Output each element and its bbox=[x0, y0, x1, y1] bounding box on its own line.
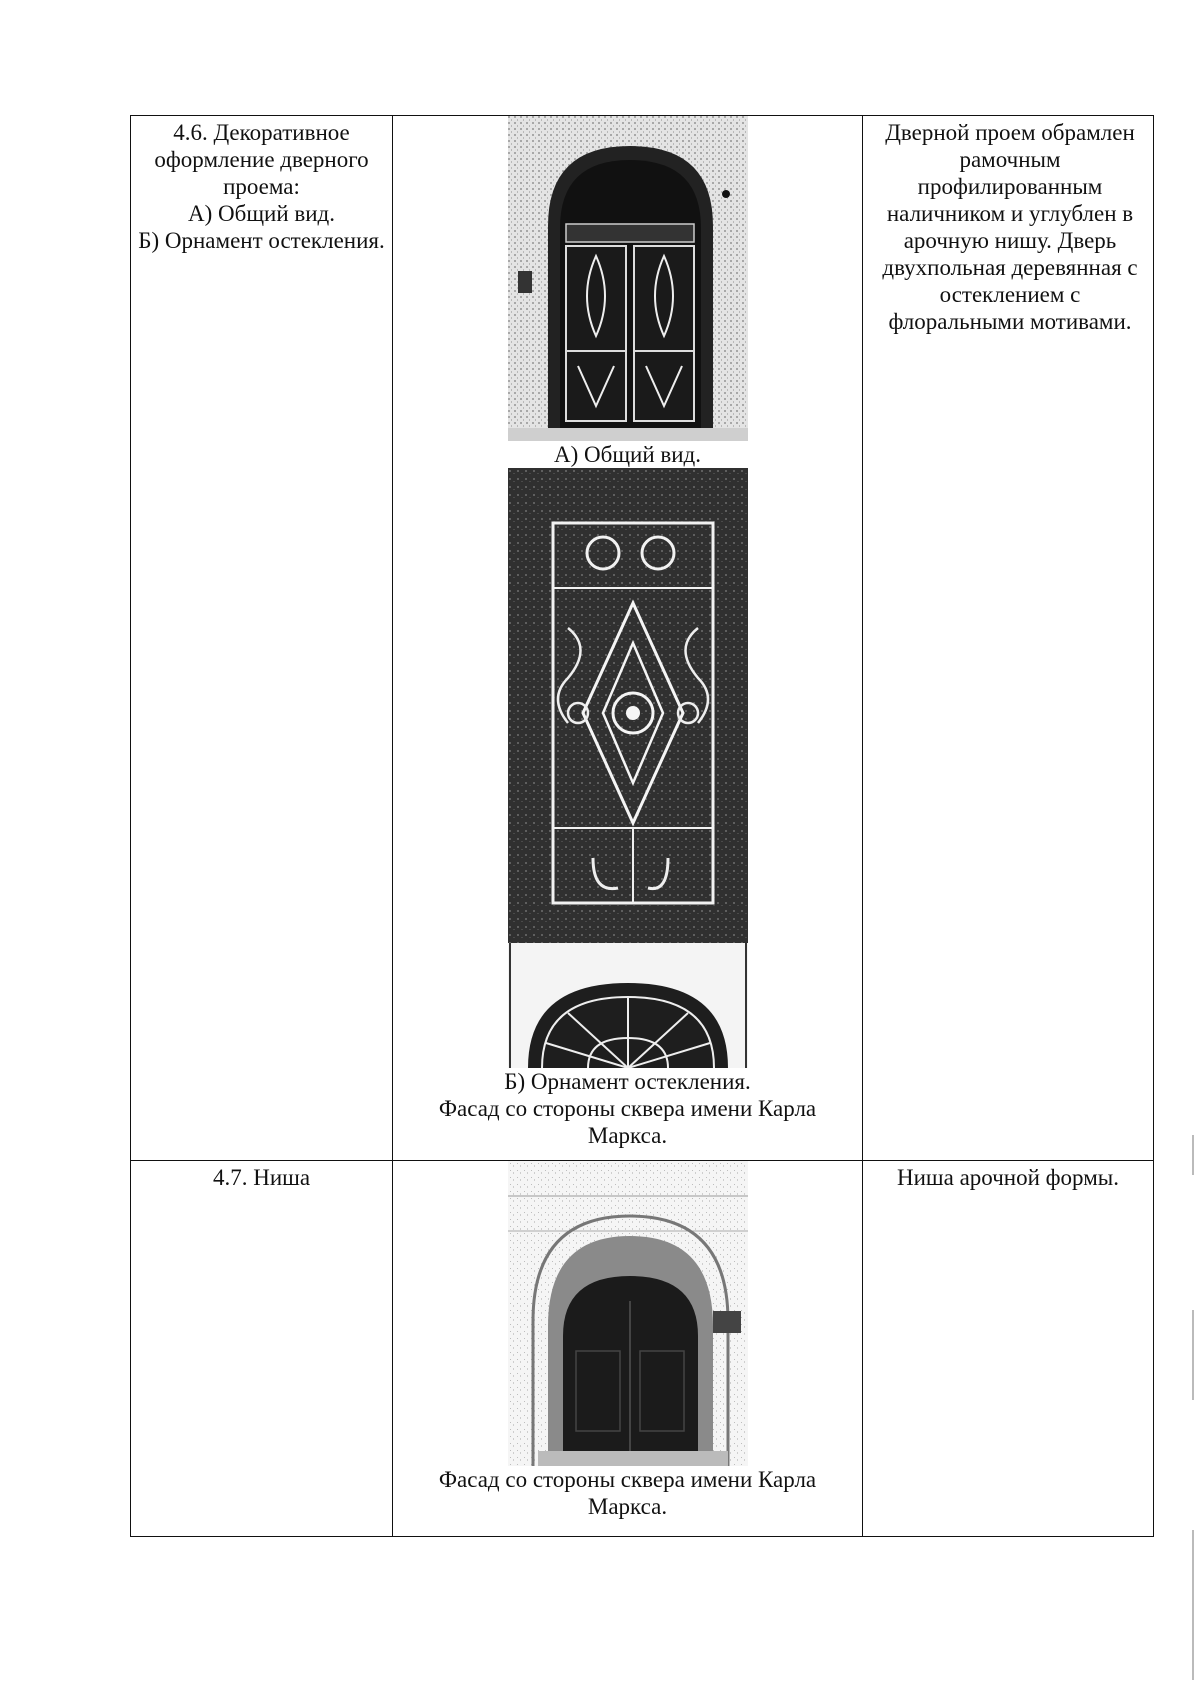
description-cell bbox=[863, 116, 1154, 1161]
description-table bbox=[130, 115, 1154, 1537]
niche-caption: Фасад со стороны сквера имени Карла Маркса. bbox=[438, 1467, 817, 1519]
photo-cell bbox=[393, 116, 863, 1161]
scan-edge-mark bbox=[1192, 1135, 1194, 1175]
item-title: 4.6. Декоративное оформление дверного проема: bbox=[154, 120, 369, 199]
item-cell bbox=[131, 1161, 393, 1537]
item-sub-a: А) Общий вид. bbox=[187, 201, 336, 226]
description-cell bbox=[863, 1161, 1154, 1537]
table-row bbox=[131, 1161, 1154, 1537]
item-title: 4.7. Ниша bbox=[212, 1165, 311, 1190]
niche-photo bbox=[508, 1161, 748, 1466]
item-cell bbox=[131, 116, 393, 1161]
item-sub-b: Б) Орнамент остекления. bbox=[138, 228, 385, 253]
scan-edge-mark bbox=[1192, 1530, 1194, 1680]
glazing-ornament-photo bbox=[508, 468, 748, 943]
table-row bbox=[131, 116, 1154, 1161]
description-text: Ниша арочной формы. bbox=[897, 1165, 1119, 1190]
doorway-general-view-photo bbox=[508, 116, 748, 441]
photo-a-caption: А) Общий вид. bbox=[553, 442, 702, 467]
photo-b-caption: Б) Орнамент остекления. bbox=[504, 1069, 751, 1094]
photo-cell bbox=[393, 1161, 863, 1537]
facade-caption: Фасад со стороны сквера имени Карла Маркса. bbox=[438, 1096, 817, 1148]
fanlight-photo bbox=[508, 943, 748, 1068]
scan-edge-mark bbox=[1192, 1310, 1194, 1400]
description-text: Дверной проем обрамлен рамочным профилированным наличником и углублен в арочную нишу. Дверь двухпольная деревянная с остеклением с флоральными мотивами. bbox=[882, 120, 1138, 334]
